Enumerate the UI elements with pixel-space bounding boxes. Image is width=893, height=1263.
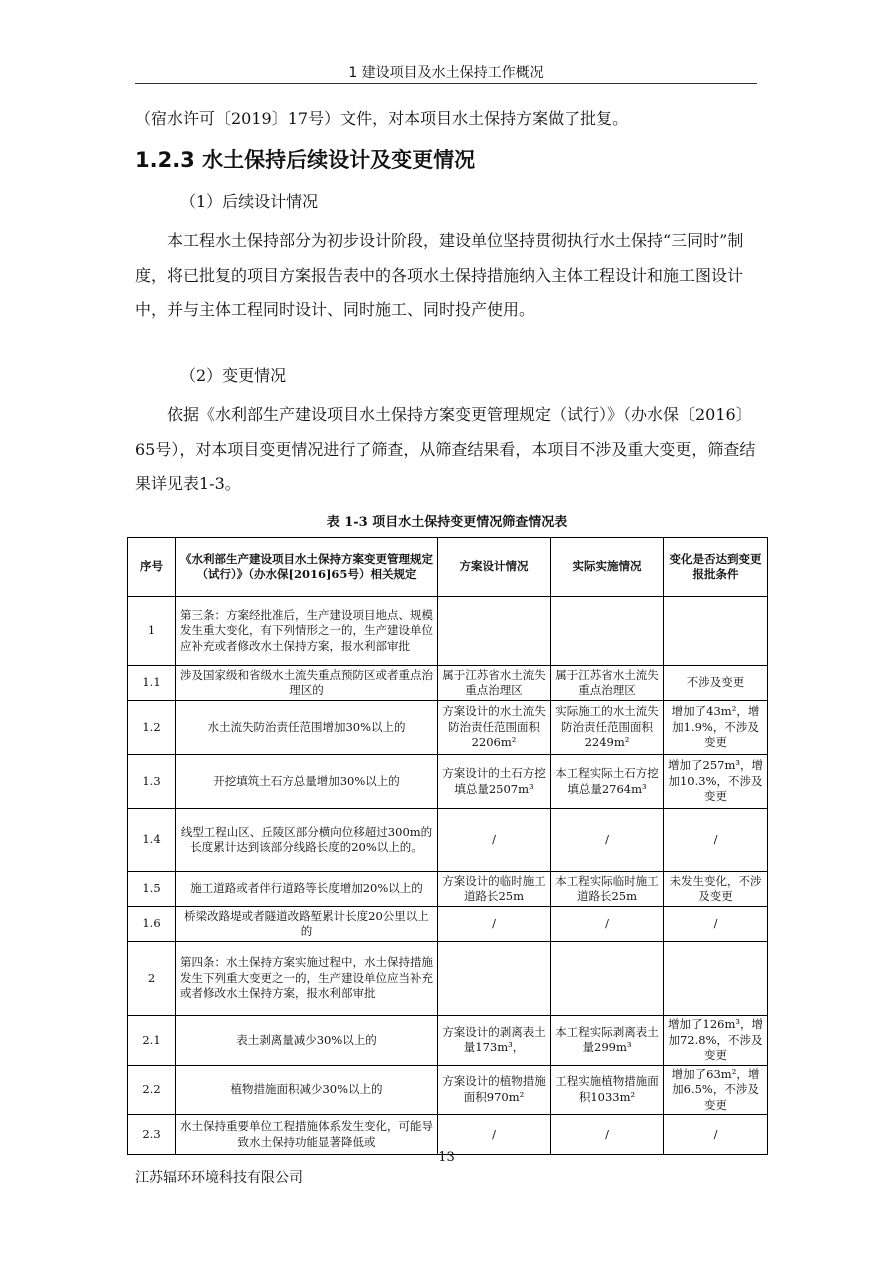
cell-result <box>664 942 768 1016</box>
table-row <box>128 597 768 666</box>
cell-actual: / <box>551 1115 664 1155</box>
cell-actual: 工程实施植物措施面积1033m² <box>551 1065 664 1115</box>
cell-index: 1 <box>128 597 176 666</box>
cell-actual: 本工程实际临时施工道路长25m <box>551 872 664 907</box>
table-row <box>128 872 768 907</box>
cell-actual <box>551 942 664 1016</box>
table-caption: 表 1-3 项目水土保持变更情况筛查情况表 <box>326 515 568 530</box>
cell-result: 未发生变化，不涉及变更 <box>664 872 768 907</box>
header-actual: 实际实施情况 <box>551 538 664 597</box>
header-rule <box>135 83 757 84</box>
table-row <box>128 701 768 755</box>
cell-result <box>664 597 768 666</box>
subheading-change: （2）变更情况 <box>180 366 287 385</box>
table-row <box>128 907 768 942</box>
cell-index: 1.1 <box>128 666 176 701</box>
cell-rule: 桥梁改路堤或者隧道改路堑累计长度20公里以上的 <box>176 907 438 942</box>
cell-rule: 开挖填筑土石方总量增加30%以上的 <box>176 755 438 809</box>
cell-plan: 方案设计的水土流失防治责任范围面积2206m² <box>438 701 551 755</box>
cell-actual: 属于江苏省水土流失重点治理区 <box>551 666 664 701</box>
cell-actual: / <box>551 809 664 872</box>
paragraph-design: 本工程水土保持部分为初步设计阶段，建设单位坚持贯彻执行水土保持“三同时”制度，将已批复的项目方案报告表中的各项水土保持措施纳入主体工程设计和施工图设计中，并与主体工程同时设计、同时施工、同时投产使用。 <box>135 231 744 319</box>
company-name: 江苏辐环环境科技有限公司 <box>135 1170 303 1186</box>
cell-rule: 涉及国家级和省级水土流失重点预防区或者重点治理区的 <box>176 666 438 701</box>
cell-actual <box>551 597 664 666</box>
cell-index: 1.3 <box>128 755 176 809</box>
cell-plan: 方案设计的土石方挖填总量2507m³ <box>438 755 551 809</box>
cell-plan <box>438 942 551 1016</box>
cell-index: 2 <box>128 942 176 1016</box>
header-result: 变化是否达到变更报批条件 <box>664 538 768 597</box>
cell-actual: / <box>551 907 664 942</box>
cell-plan: 属于江苏省水土流失重点治理区 <box>438 666 551 701</box>
cell-index: 1.4 <box>128 809 176 872</box>
table-row <box>128 1016 768 1066</box>
cell-plan: / <box>438 809 551 872</box>
cell-rule: 第四条：水土保持方案实施过程中，水土保持措施发生下列重大变更之一的，生产建设单位应当补充或者修改水土保持方案，报水利部审批 <box>176 942 438 1016</box>
cell-actual: 实际施工的水土流失防治责任范围面积2249m² <box>551 701 664 755</box>
cell-result: 增加了63m²，增加6.5%，不涉及变更 <box>664 1065 768 1115</box>
cell-plan: 方案设计的临时施工道路长25m <box>438 872 551 907</box>
table-row <box>128 1065 768 1115</box>
table-header-row <box>128 538 768 597</box>
section-heading: 1.2.3 水土保持后续设计及变更情况 <box>135 148 476 172</box>
cell-rule: 水土保持重要单位工程措施体系发生变化，可能导致水土保持功能显著降低或 <box>176 1115 438 1155</box>
cell-result: / <box>664 1115 768 1155</box>
header-rule: 《水利部生产建设项目水土保持方案变更管理规定（试行）》（办水保[2016]65号）相关规定 <box>176 538 438 597</box>
table-row <box>128 755 768 809</box>
cell-actual: 本工程实际剥离表土量299m³ <box>551 1016 664 1066</box>
cell-plan: / <box>438 1115 551 1155</box>
table-row <box>128 809 768 872</box>
cell-plan: 方案设计的剥离表土量173m³， <box>438 1016 551 1066</box>
paragraph-change: 依据《水利部生产建设项目水土保持方案变更管理规定（试行）》（办水保〔2016〕65号），对本项目变更情况进行了筛查，从筛查结果看，本项目不涉及重大变更，筛查结果详见表1-3。 <box>135 405 756 493</box>
cell-rule: 线型工程山区、丘陵区部分横向位移超过300m的长度累计达到该部分线路长度的20%以上的。 <box>176 809 438 872</box>
cell-plan: / <box>438 907 551 942</box>
cell-rule: 水土流失防治责任范围增加30%以上的 <box>176 701 438 755</box>
cell-result: 增加了43m²，增加1.9%，不涉及变更 <box>664 701 768 755</box>
table-row <box>128 1115 768 1155</box>
table-row <box>128 666 768 701</box>
cell-result: / <box>664 809 768 872</box>
cell-index: 2.3 <box>128 1115 176 1155</box>
cell-plan <box>438 597 551 666</box>
cell-rule: 植物措施面积减少30%以上的 <box>176 1065 438 1115</box>
cell-result: 增加了126m³，增加72.8%，不涉及变更 <box>664 1016 768 1066</box>
cell-actual: 本工程实际土石方挖填总量2764m³ <box>551 755 664 809</box>
header-index: 序号 <box>128 538 176 597</box>
cell-index: 1.6 <box>128 907 176 942</box>
subheading-design: （1）后续设计情况 <box>180 192 319 211</box>
header-plan: 方案设计情况 <box>438 538 551 597</box>
cell-index: 2.1 <box>128 1016 176 1066</box>
cell-result: 不涉及变更 <box>664 666 768 701</box>
cell-rule: 第三条：方案经批准后，生产建设项目地点、规模发生重大变化，有下列情形之一的，生产建设单位应补充或者修改水土保持方案，报水利部审批 <box>176 597 438 666</box>
cell-rule: 施工道路或者伴行道路等长度增加20%以上的 <box>176 872 438 907</box>
change-screening-table <box>127 537 768 1155</box>
cell-index: 1.5 <box>128 872 176 907</box>
cell-rule: 表土剥离量减少30%以上的 <box>176 1016 438 1066</box>
cell-index: 1.2 <box>128 701 176 755</box>
cell-result: 增加了257m³，增加10.3%，不涉及变更 <box>664 755 768 809</box>
cell-index: 2.2 <box>128 1065 176 1115</box>
cell-plan: 方案设计的植物措施面积970m² <box>438 1065 551 1115</box>
running-header: 1 建设项目及水土保持工作概况 <box>348 65 544 81</box>
table-row <box>128 942 768 1016</box>
cell-result: / <box>664 907 768 942</box>
intro-line: （宿水许可〔2019〕17号）文件，对本项目水土保持方案做了批复。 <box>135 109 629 128</box>
page-number: 13 <box>438 1150 455 1165</box>
